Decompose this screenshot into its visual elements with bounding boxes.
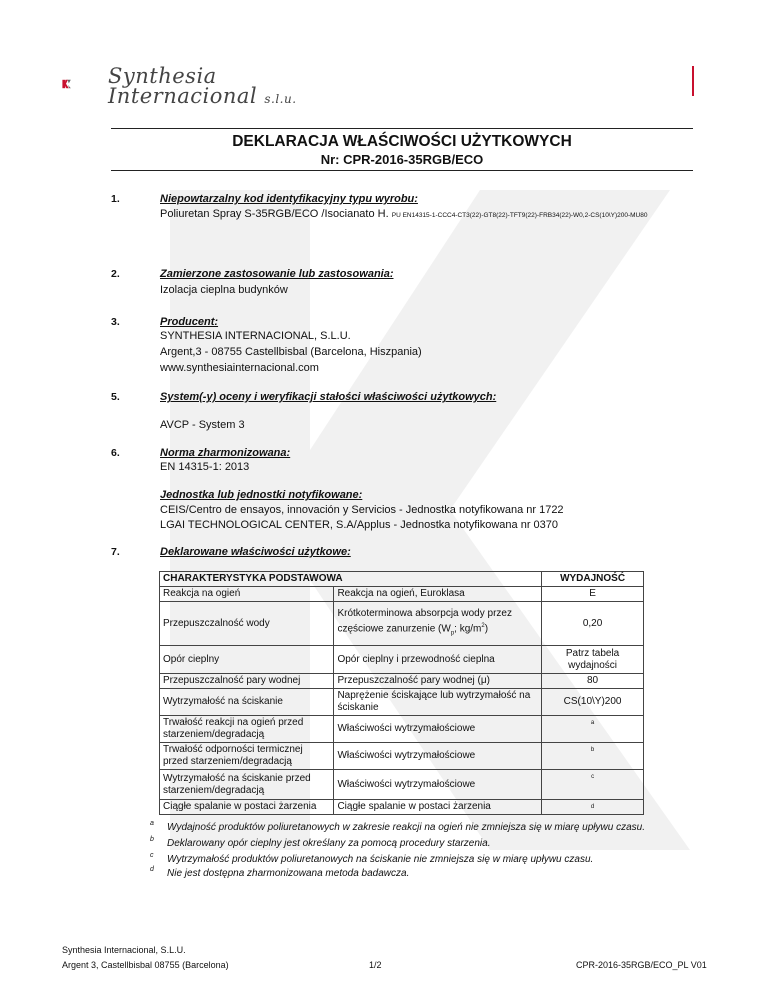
cell-parameter: Właściwości wytrzymałościowe <box>334 716 542 743</box>
cell-characteristic: Wytrzymałość na ściskanie przed starzeniem/degradacją <box>160 770 334 800</box>
logo-text-suffix: s.l.u. <box>264 92 297 106</box>
cell-characteristic: Opór cieplny <box>160 646 334 674</box>
section-1-heading: Niepowtarzalny kod identyfikacyjny typu wyrobu: <box>160 193 418 205</box>
section-1-number: 1. <box>111 193 120 205</box>
section-3-number: 3. <box>111 316 120 328</box>
section-5-heading: System(-y) oceny i weryfikacji stałości właściwości użytkowych: <box>160 391 497 403</box>
document-title: DEKLARACJA WŁAŚCIWOŚCI UŻYTKOWYCH <box>232 133 572 150</box>
manufacturer-website[interactable]: www.synthesiainternacional.com <box>160 362 319 374</box>
harmonized-standard: EN 14315-1: 2013 <box>160 461 250 473</box>
section-2-number: 2. <box>111 268 120 280</box>
cell-parameter: Opór cieplny i przewodność cieplna <box>334 646 542 674</box>
footer-document-ref: CPR-2016-35RGB/ECO_PL V01 <box>576 960 707 970</box>
cell-value: 80 <box>542 674 644 689</box>
table-row <box>160 602 644 646</box>
table-row <box>160 716 644 743</box>
section-3-heading: Producent: <box>160 316 219 328</box>
section-6-number: 6. <box>111 447 120 459</box>
company-logo-icon <box>62 60 108 108</box>
manufacturer-address: Argent,3 - 08755 Castellbisbal (Barcelona, Hiszpania) <box>160 346 422 358</box>
footer-page-number: 1/2 <box>369 960 382 970</box>
cell-characteristic: Wytrzymałość na ściskanie <box>160 689 334 716</box>
cell-value: CS(10\Y)200 <box>542 689 644 716</box>
footer-company: Synthesia Internacional, S.L.U. <box>62 945 186 955</box>
param-subscript: p <box>450 630 455 637</box>
footnote-d: Nie jest dostępna zharmonizowana metoda badawcza. <box>167 868 410 879</box>
cell-value-footnote: c <box>542 770 644 800</box>
cell-parameter: Reakcja na ogień, Euroklasa <box>334 587 542 602</box>
table-row <box>160 674 644 689</box>
footnote-b-mark: b <box>150 836 154 843</box>
table-header-basic: CHARAKTERYSTYKA PODSTAWOWA <box>160 572 542 587</box>
footnote-c-mark: c <box>150 852 154 859</box>
section-5-number: 5. <box>111 391 120 403</box>
properties-table <box>159 571 644 815</box>
table-header-performance: WYDAJNOŚĆ <box>542 572 644 587</box>
param-superscript: 2 <box>481 622 485 629</box>
table-row <box>160 770 644 800</box>
cell-value: Patrz tabela wydajności <box>542 646 644 674</box>
product-name: Poliuretan Spray S-35RGB/ECO /Isocianato H. <box>160 208 389 220</box>
cell-characteristic: Przepuszczalność wody <box>160 602 334 646</box>
logo-text-line1: Synthesia <box>108 64 217 88</box>
cell-value-footnote: b <box>542 743 644 770</box>
section-2-text: Izolacja cieplna budynków <box>160 284 288 296</box>
header-accent-line <box>692 66 694 96</box>
title-top-rule <box>111 128 693 129</box>
logo-text-line2 <box>108 84 297 108</box>
cell-characteristic: Trwałość reakcji na ogień przed starzeniem/degradacją <box>160 716 334 743</box>
document-number: Nr: CPR-2016-35RGB/ECO <box>320 152 484 167</box>
param-close: ) <box>484 623 489 635</box>
cell-value: 0,20 <box>542 602 644 646</box>
cell-characteristic: Ciągłe spalanie w postaci żarzenia <box>160 800 334 815</box>
cell-characteristic: Reakcja na ogień <box>160 587 334 602</box>
cell-value-footnote: a <box>542 716 644 743</box>
param-line1: Krótkoterminowa absorpcja wody przez <box>337 607 512 619</box>
table-row <box>160 587 644 602</box>
title-bottom-rule <box>111 170 693 171</box>
param-line2: częściowe zanurzenie (W <box>337 623 451 635</box>
section-6-heading: Norma zharmonizowana: <box>160 447 291 459</box>
cell-characteristic: Trwałość odporności termicznej przed starzeniem/degradacją <box>160 743 334 770</box>
footnote-d-mark: d <box>150 866 154 873</box>
table-header-row <box>160 572 644 587</box>
cell-parameter <box>334 602 542 646</box>
notified-body-1: CEIS/Centro de ensayos, innovación y Servicios - Jednostka notyfikowana nr 1722 <box>160 504 564 516</box>
cell-parameter: Ciągłe spalanie w postaci żarzenia <box>334 800 542 815</box>
table-row <box>160 800 644 815</box>
manufacturer-name: SYNTHESIA INTERNACIONAL, S.L.U. <box>160 330 351 342</box>
footer-address: Argent 3, Castellbisbal 08755 (Barcelona) <box>62 960 229 970</box>
section-7-number: 7. <box>111 546 120 558</box>
logo-text-name: Internacional <box>108 84 258 108</box>
cell-parameter: Przepuszczalność pary wodnej (μ) <box>334 674 542 689</box>
cell-parameter: Naprężenie ściskające lub wytrzymałość na ściskanie <box>334 689 542 716</box>
section-7-heading: Deklarowane właściwości użytkowe: <box>160 546 351 558</box>
notified-bodies-heading: Jednostka lub jednostki notyfikowane: <box>160 489 363 501</box>
footnote-b: Deklarowany opór cieplny jest określany za pomocą procedury starzenia. <box>167 838 491 849</box>
notified-body-2: LGAI TECHNOLOGICAL CENTER, S.A/Applus - Jednostka notyfikowana nr 0370 <box>160 519 559 531</box>
param-unit: ; kg/m <box>454 623 482 635</box>
table-row <box>160 646 644 674</box>
table-row <box>160 743 644 770</box>
product-code: PU EN14315-1-CCC4-CT3(22)-GT8(22)-TFT9(22)-FRB34(22)-W0,2-CS(10\Y)200-MU80 <box>391 212 648 219</box>
footnote-a: Wydajność produktów poliuretanowych w zakresie reakcji na ogień nie zmniejsza się w miarę upływu czasu. <box>167 822 645 833</box>
cell-value-footnote: d <box>542 800 644 815</box>
cell-characteristic: Przepuszczalność pary wodnej <box>160 674 334 689</box>
table-row <box>160 689 644 716</box>
cell-parameter: Właściwości wytrzymałościowe <box>334 743 542 770</box>
footnote-a-mark: a <box>150 820 154 827</box>
section-1-text <box>160 208 647 220</box>
section-5-text: AVCP - System 3 <box>160 419 245 431</box>
section-2-heading: Zamierzone zastosowanie lub zastosowania: <box>160 268 394 280</box>
cell-value: E <box>542 587 644 602</box>
footnote-c: Wytrzymałość produktów poliuretanowych na ściskanie nie zmniejsza się w miarę upływu czasu. <box>167 854 594 865</box>
cell-parameter: Właściwości wytrzymałościowe <box>334 770 542 800</box>
